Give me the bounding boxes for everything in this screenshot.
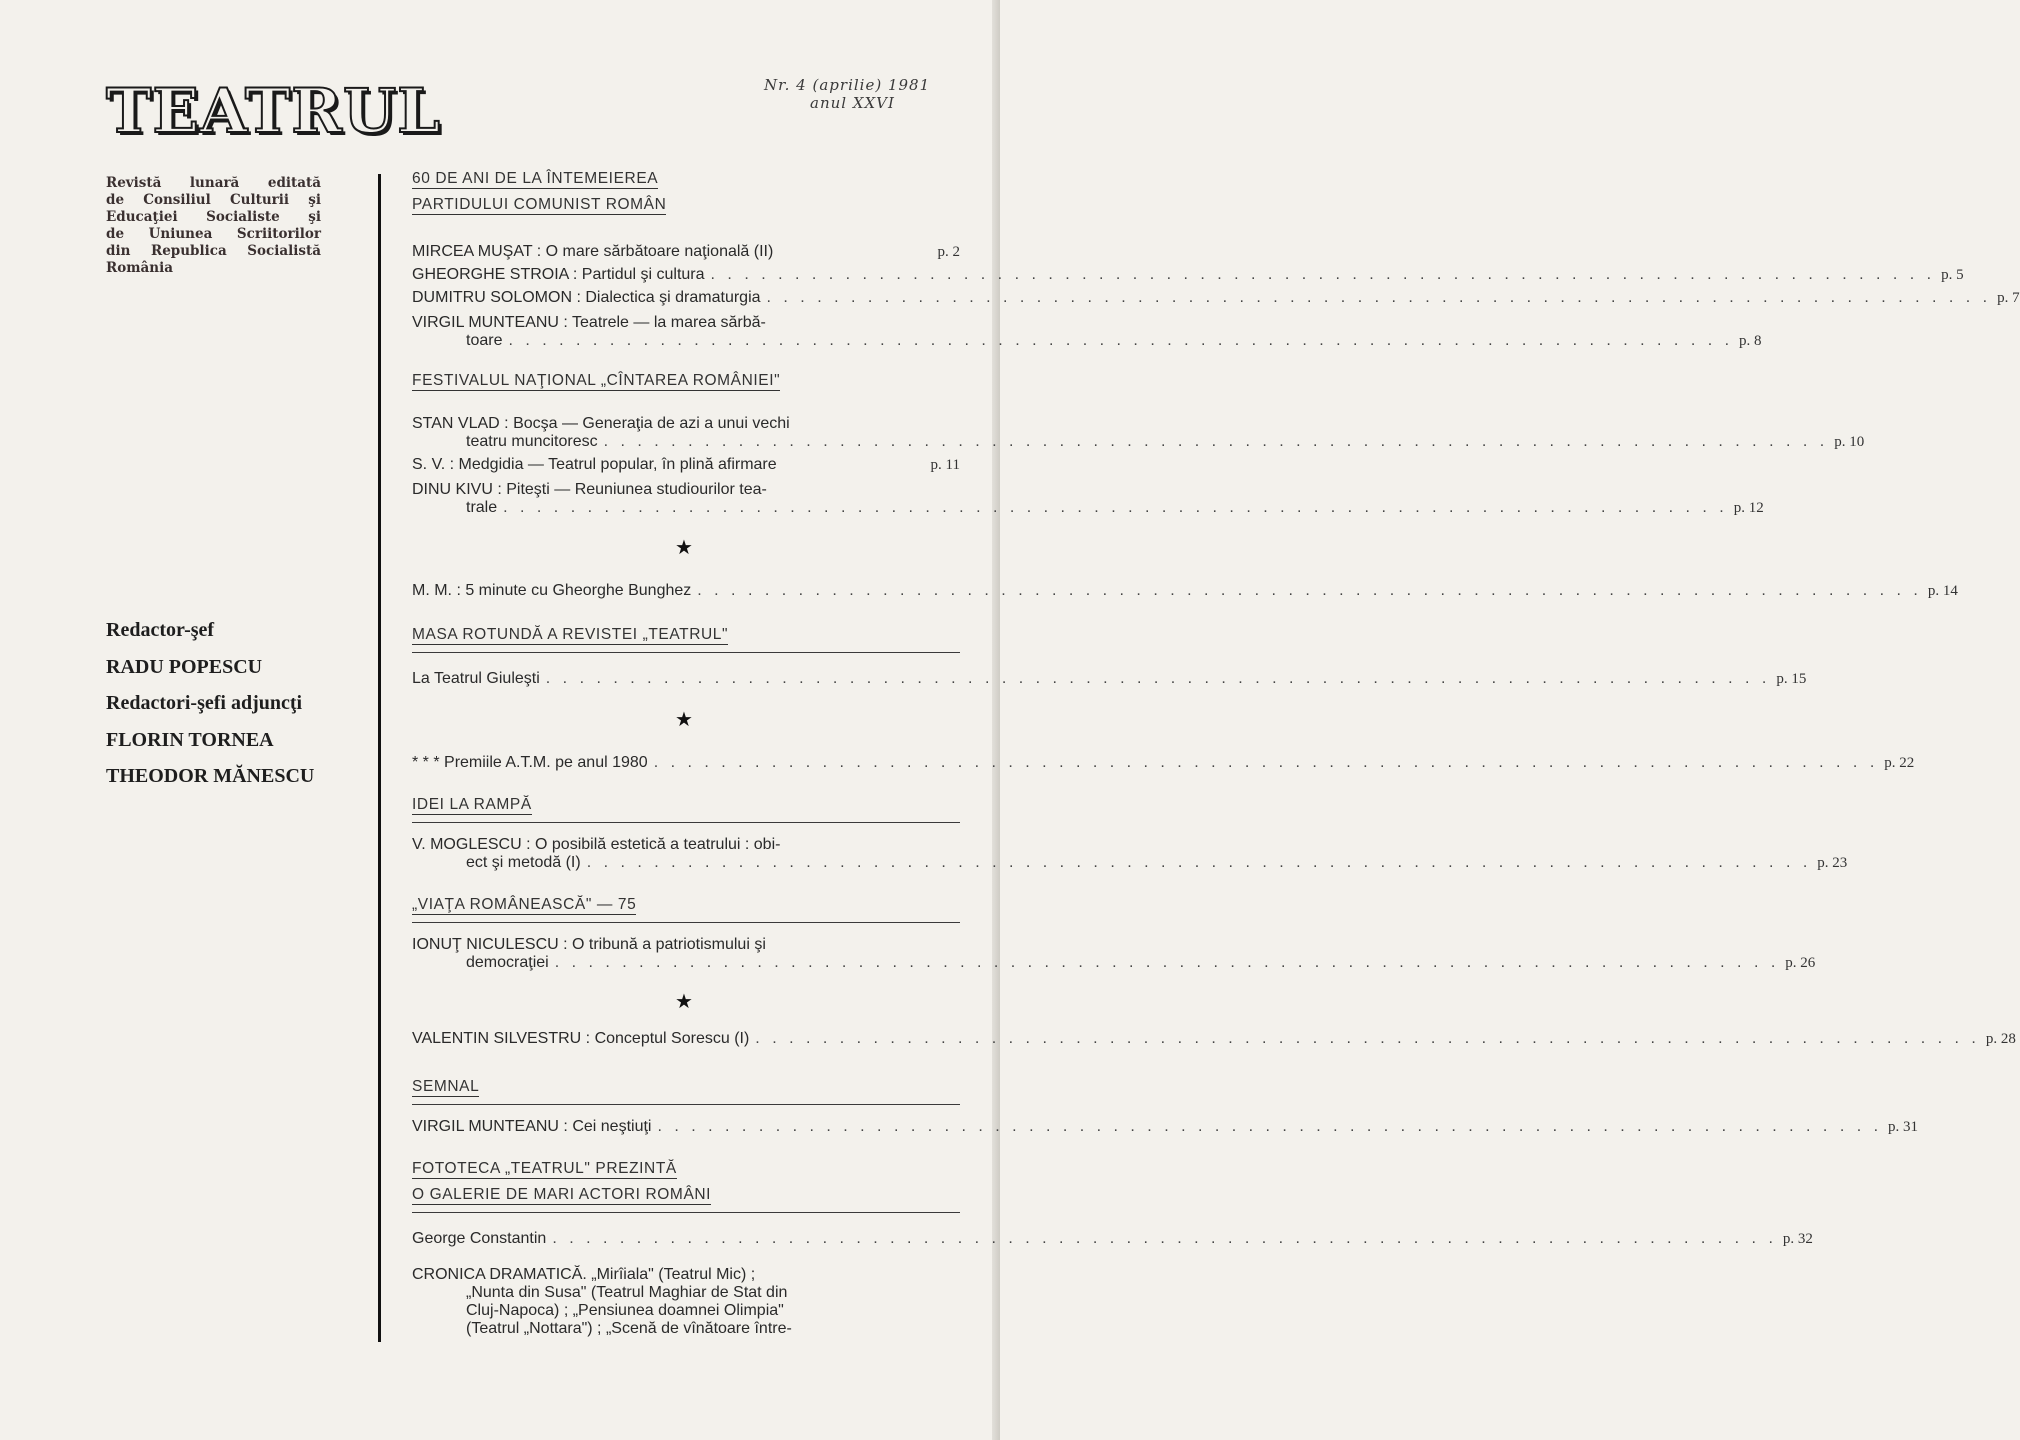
publisher-line: de Consiliul Culturii şi xyxy=(106,192,321,208)
cronica-line: CRONICA DRAMATICĂ. „Mirîiala" (Teatrul Mic) ; xyxy=(412,1266,756,1283)
toc-entry: DINU KIVU : Piteşti — Reuniunea studiourilor tea- trale . . . p. 12 xyxy=(412,481,960,517)
section-heading: SEMNAL xyxy=(412,1078,480,1095)
cronica-line: (Teatrul „Nottara") ; „Scenă de vînătoare între- xyxy=(466,1320,792,1337)
section-heading: FESTIVALUL NAŢIONAL „CÎNTAREA ROMÂNIEI" xyxy=(412,372,781,389)
toc-entry: VIRGIL MUNTEANU : Cei neştiuţi . . . p. 31 xyxy=(412,1118,960,1136)
cronica-line: „Nunta din Susa" (Teatrul Maghiar de Stat din xyxy=(466,1284,788,1301)
section-heading: O GALERIE DE MARI ACTORI ROMÂNI xyxy=(412,1186,712,1203)
section-heading: IDEI LA RAMPĂ xyxy=(412,796,532,813)
chief-editor-name: RADU POPESCU xyxy=(106,655,263,678)
deputy-editor-name: THEODOR MĂNESCU xyxy=(106,765,315,787)
issue-year: anul XXVI xyxy=(810,94,895,112)
cronica-line: Cluj-Napoca) ; „Pensiunea doamnei Olimpia" xyxy=(466,1302,784,1319)
toc-entry: DUMITRU SOLOMON : Dialectica şi dramaturgia . . . p. 7 xyxy=(412,289,960,307)
section-heading: PARTIDULUI COMUNIST ROMÂN xyxy=(412,196,667,213)
publisher-line: Educaţiei Socialiste şi xyxy=(106,209,321,225)
editorial-board xyxy=(106,612,366,795)
cronica-entry xyxy=(412,1266,960,1338)
deputy-editor-name: FLORIN TORNEA xyxy=(106,728,274,751)
section-heading: 60 DE ANI DE LA ÎNTEMEIEREA xyxy=(412,170,659,187)
toc-entry: MIRCEA MUŞAT : O mare sărbătoare naţională (II) p. 2 xyxy=(412,243,960,260)
issue-number: Nr. 4 (aprilie) 1981 xyxy=(764,76,931,94)
section-rule xyxy=(412,1104,960,1105)
toc-entry: VIRGIL MUNTEANU : Teatrele — la marea sărbă- toare . . . p. 8 xyxy=(412,314,960,350)
star-separator: ★ xyxy=(675,709,693,731)
section-heading: MASA ROTUNDĂ A REVISTEI „TEATRUL" xyxy=(412,626,729,643)
publisher-line: Revistă lunară editată xyxy=(106,175,321,191)
star-separator: ★ xyxy=(675,991,693,1013)
deputy-editors-label: Redactori-şefi adjuncţi xyxy=(106,692,303,714)
masthead-title: TEATRUL xyxy=(106,78,478,146)
toc-entry: IONUŢ NICULESCU : O tribună a patriotismului şi democraţiei . . . p. 26 xyxy=(412,936,960,972)
toc-entry: VALENTIN SILVESTRU : Conceptul Sorescu (I) . . . p. 28 xyxy=(412,1030,960,1048)
publisher-note xyxy=(106,175,321,277)
toc-entry: GHEORGHE STROIA : Partidul şi cultura . . . p. 5 xyxy=(412,266,960,284)
toc-entry: S. V. : Medgidia — Teatrul popular, în plină afirmare p. 11 xyxy=(412,456,960,473)
publisher-line: România xyxy=(106,260,173,276)
publisher-line: din Republica Socialistă xyxy=(106,243,321,259)
column-divider xyxy=(378,174,381,1342)
masthead xyxy=(106,78,478,146)
section-heading: FOTOTECA „TEATRUL" PREZINTĂ xyxy=(412,1160,677,1177)
star-separator: ★ xyxy=(675,537,693,559)
section-heading: „VIAŢA ROMÂNEASCĂ" — 75 xyxy=(412,896,637,913)
chief-editor-label: Redactor-şef xyxy=(106,619,215,641)
page-edge xyxy=(992,0,1000,1440)
publisher-line: de Uniunea Scriitorilor xyxy=(106,226,321,242)
toc-entry: V. MOGLESCU : O posibilă estetică a teatrului : obi- ect şi metodă (I) . . . p. 23 xyxy=(412,836,960,872)
toc-entry: STAN VLAD : Bocşa — Generaţia de azi a unui vechi teatru muncitoresc . . . p. 10 xyxy=(412,415,960,451)
section-rule xyxy=(412,822,960,823)
toc-entry: M. M. : 5 minute cu Gheorghe Bunghez . . . p. 14 xyxy=(412,582,960,600)
section-rule xyxy=(412,652,960,653)
toc-entry: * * * Premiile A.T.M. pe anul 1980 . . . p. 22 xyxy=(412,754,960,772)
section-rule xyxy=(412,922,960,923)
toc-entry: La Teatrul Giuleşti . . . p. 15 xyxy=(412,670,960,688)
section-rule xyxy=(412,1212,960,1213)
issue-info xyxy=(764,76,964,112)
toc-entry: George Constantin . . . p. 32 xyxy=(412,1230,960,1248)
